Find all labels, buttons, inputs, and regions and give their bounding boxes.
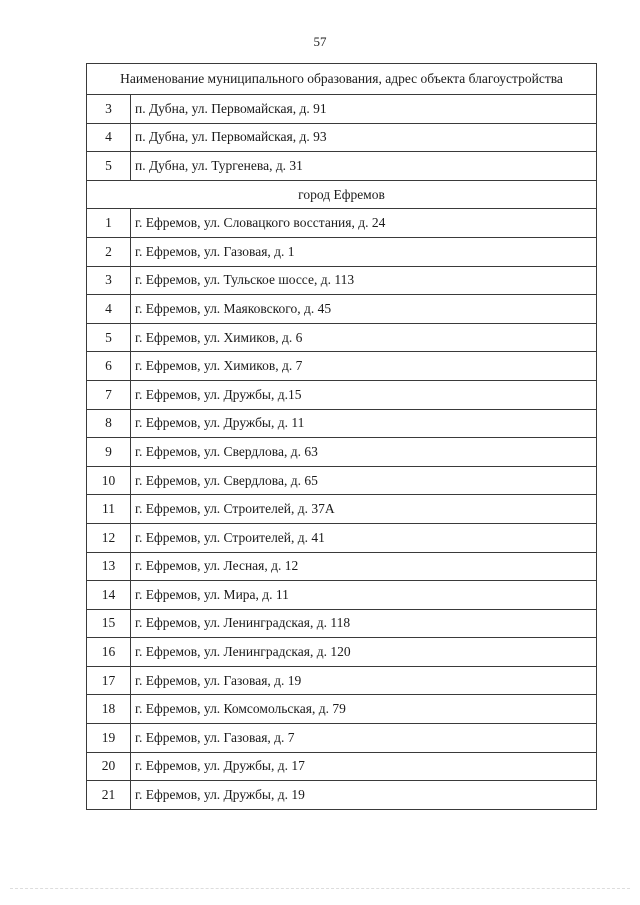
table-row	[87, 666, 597, 695]
table-row	[87, 209, 597, 238]
row-number: 14	[87, 581, 131, 610]
row-address: г. Ефремов, ул. Мира, д. 11	[131, 581, 597, 610]
row-address: г. Ефремов, ул. Дружбы, д. 11	[131, 409, 597, 438]
table-row	[87, 752, 597, 781]
row-number: 6	[87, 352, 131, 381]
table-row	[87, 552, 597, 581]
row-address: г. Ефремов, ул. Комсомольская, д. 79	[131, 695, 597, 724]
row-address: п. Дубна, ул. Тургенева, д. 31	[131, 152, 597, 181]
row-address: г. Ефремов, ул. Свердлова, д. 65	[131, 466, 597, 495]
row-number: 16	[87, 638, 131, 667]
row-address: г. Ефремов, ул. Дружбы, д. 17	[131, 752, 597, 781]
table-row	[87, 95, 597, 124]
row-address: г. Ефремов, ул. Лесная, д. 12	[131, 552, 597, 581]
row-address: г. Ефремов, ул. Ленинградская, д. 118	[131, 609, 597, 638]
table-row	[87, 781, 597, 810]
table-row	[87, 609, 597, 638]
row-address: г. Ефремов, ул. Тульское шоссе, д. 113	[131, 266, 597, 295]
address-table	[86, 63, 597, 810]
row-address: г. Ефремов, ул. Свердлова, д. 63	[131, 438, 597, 467]
table-row	[87, 152, 597, 181]
row-address: г. Ефремов, ул. Химиков, д. 6	[131, 323, 597, 352]
row-number: 11	[87, 495, 131, 524]
table-row	[87, 380, 597, 409]
table-row	[87, 724, 597, 753]
table-row	[87, 237, 597, 266]
row-number: 17	[87, 666, 131, 695]
table-row	[87, 266, 597, 295]
table-header	[87, 64, 597, 95]
table-row	[87, 295, 597, 324]
row-number: 19	[87, 724, 131, 753]
row-number: 9	[87, 438, 131, 467]
table-row	[87, 438, 597, 467]
row-address: г. Ефремов, ул. Химиков, д. 7	[131, 352, 597, 381]
row-number: 4	[87, 123, 131, 152]
row-number: 12	[87, 523, 131, 552]
table-row	[87, 695, 597, 724]
row-number: 3	[87, 266, 131, 295]
row-address: г. Ефремов, ул. Газовая, д. 7	[131, 724, 597, 753]
table-row	[87, 352, 597, 381]
table-row	[87, 123, 597, 152]
row-number: 4	[87, 295, 131, 324]
row-number: 10	[87, 466, 131, 495]
row-address: г. Ефремов, ул. Словацкого восстания, д. 24	[131, 209, 597, 238]
row-address: п. Дубна, ул. Первомайская, д. 91	[131, 95, 597, 124]
table-row	[87, 323, 597, 352]
row-number: 8	[87, 409, 131, 438]
table-row	[87, 495, 597, 524]
row-address: г. Ефремов, ул. Дружбы, д.15	[131, 380, 597, 409]
row-address: г. Ефремов, ул. Газовая, д. 1	[131, 237, 597, 266]
scan-artifact-line	[10, 888, 630, 891]
row-address: п. Дубна, ул. Первомайская, д. 93	[131, 123, 597, 152]
row-address: г. Ефремов, ул. Строителей, д. 37А	[131, 495, 597, 524]
row-address: г. Ефремов, ул. Маяковского, д. 45	[131, 295, 597, 324]
row-number: 15	[87, 609, 131, 638]
table-row	[87, 523, 597, 552]
row-number: 21	[87, 781, 131, 810]
row-number: 20	[87, 752, 131, 781]
table-header-cell: Наименование муниципального образования, адрес объекта благоустройства	[87, 64, 597, 95]
table-header-row	[87, 64, 597, 95]
row-number: 5	[87, 323, 131, 352]
row-address: г. Ефремов, ул. Ленинградская, д. 120	[131, 638, 597, 667]
row-address: г. Ефремов, ул. Газовая, д. 19	[131, 666, 597, 695]
row-number: 1	[87, 209, 131, 238]
table-row	[87, 581, 597, 610]
page-number: 57	[313, 34, 327, 49]
row-number: 13	[87, 552, 131, 581]
row-number: 18	[87, 695, 131, 724]
table-row	[87, 638, 597, 667]
row-number: 5	[87, 152, 131, 181]
table-body	[87, 95, 597, 810]
row-number: 2	[87, 237, 131, 266]
row-address: г. Ефремов, ул. Строителей, д. 41	[131, 523, 597, 552]
section-title: город Ефремов	[87, 180, 597, 209]
row-number: 3	[87, 95, 131, 124]
row-number: 7	[87, 380, 131, 409]
row-address: г. Ефремов, ул. Дружбы, д. 19	[131, 781, 597, 810]
section-header-row	[87, 180, 597, 209]
table-row	[87, 466, 597, 495]
table-row	[87, 409, 597, 438]
